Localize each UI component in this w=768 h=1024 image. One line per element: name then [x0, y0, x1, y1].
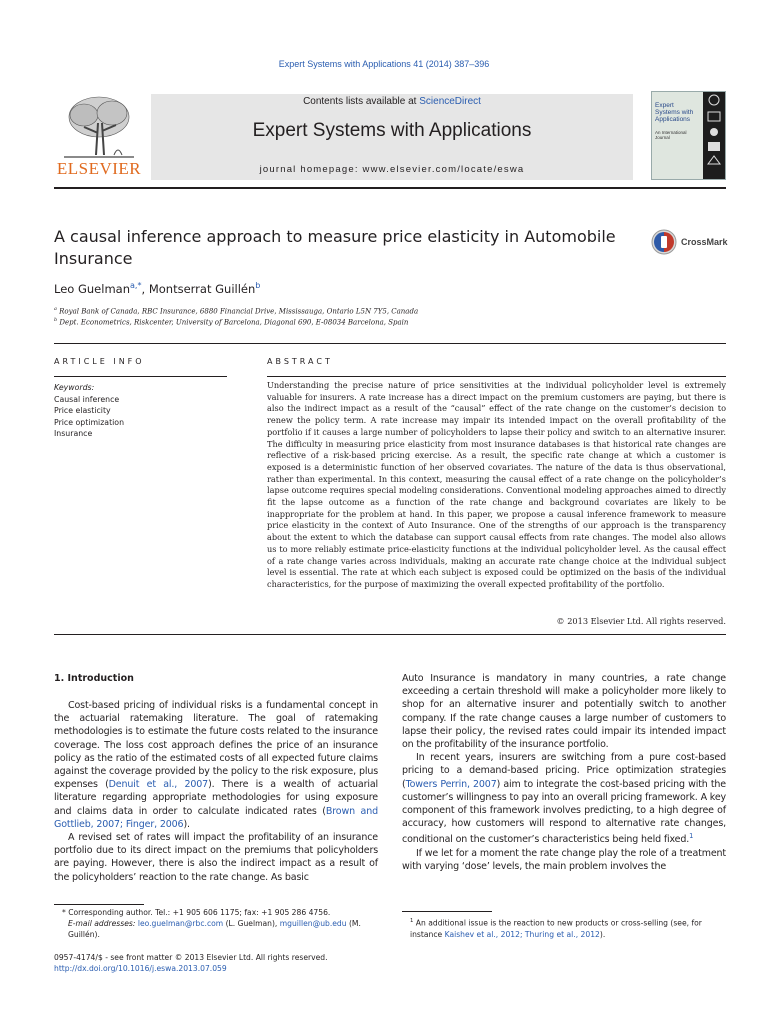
contents-line [151, 96, 633, 107]
abstract-copyright: © 2013 Elsevier Ltd. All rights reserved. [556, 616, 726, 626]
journal-title: Expert Systems with Applications [252, 120, 532, 141]
affiliation-text: Dept. Econometrics, Riskcenter, University of Barcelona, Diagonal 690, E-08034 Barcelona, Spain [59, 318, 409, 327]
citation-link[interactable]: Brown and Gottlieb, 2007; Finger, 2006 [54, 805, 378, 830]
email-line [54, 918, 378, 940]
info-heading-rule [54, 376, 227, 377]
paragraph: Auto Insurance is mandatory in many countries, a rate change exceeding a certain threshold will make a policyholder more likely to shop for an alternative insurer and potentially switch to another company. If the rate change causes a large number of customers to lapse their policy, the revised rates could impair its intended impact on the profitability of the insurance portfolio. [402, 673, 726, 751]
cover-subtitle: An International Journal [655, 130, 687, 140]
footnote-text: An additional issue is the reaction to new products or cross-selling (see, for instance [410, 918, 702, 939]
journal-citation[interactable]: Expert Systems with Applications 41 (2014) 387–396 [278, 59, 490, 69]
crossmark-badge[interactable] [651, 229, 731, 259]
footnote-rule-left [54, 904, 144, 905]
abstract-bottom-rule [54, 634, 726, 635]
header-rule [54, 187, 726, 189]
footnote-marker[interactable]: 1 [689, 832, 694, 841]
contents-prefix: Contents lists available at [303, 96, 420, 107]
cover-title: Expert Systems with Applications [655, 102, 694, 123]
keyword: Price elasticity [54, 406, 111, 415]
elsevier-logo [54, 93, 144, 181]
abstract-heading-rule [267, 376, 726, 377]
crossmark-label: CrossMark [681, 237, 728, 247]
footnote-line [54, 907, 378, 918]
footnote-marker: 1 [410, 918, 414, 924]
doi-link-text[interactable]: http://dx.doi.org/10.1016/j.eswa.2013.07.059 [54, 964, 227, 973]
paragraph: If we let for a moment the rate change play the role of a treatment with varying ‘dose’ levels, the main problem involves the [402, 847, 726, 872]
abstract-heading: ABSTRACT [267, 357, 333, 366]
article-title: A causal inference approach to measure price elasticity in Automobile Insurance [54, 227, 616, 268]
section-heading-introduction: 1. Introduction [54, 673, 134, 684]
issn-line: 0957-4174/$ - see front matter © 2013 Elsevier Ltd. All rights reserved. [54, 953, 328, 962]
tree-icon [54, 93, 144, 161]
footnote-1 [402, 916, 726, 940]
paragraph: A revised set of rates will impact the profitability of an insurance portfolio due to its direct impact on the premiums that policyholders are paying. However, there is also the indirect impact as a result of the policyholders’ reaction to the rate change. As basic [54, 832, 378, 883]
affiliation-b [54, 317, 408, 326]
journal-cover [651, 91, 726, 180]
abstract-text: Understanding the precise nature of price sensitivities at the individual policyholder level is extremely valuable for insurers. A rate increase has a direct impact on the premium customers are paying, but there is also the indirect impact as a result of the “causal” effect of the rate change on the customer’s decision to renew the policy term. A rate increase may impair its intended impact on the overall profitability of the portfolio if it causes a large number of policyholders to lapse their policy and switch to an alternative insurer. The difficulty in measuring price elasticity from most insurance databases is that historical rate changes are reflective of a risk-based pricing exercise. As a result, the specific rate change at which a customer is exposed is a deterministic function of her observed covariates. The nature of the data is thus observational, rather than experimental. In this context, measuring the causal effect of a rate change on the policyholder’s lapse outcome requires special modeling considerations. Conventional modeling approaches aimed to directly fit the lapse outcome as a function of the rate change and background covariates are likely to be inappropriate for the problem at hand. In this paper, we propose a causal inference framework to measure price elasticity in the context of Auto Insurance. One of the strengths of our approach is the transparency about the extent to which the database can support causal effects from rate changes. The model also allows us to more reliably estimate price-elasticity functions at the individual policyholder level. As the causal effect of a rate change varies across individuals, making an accurate rate change choice at the individual subject level is essential. The rate at which each subject is exposed could be optimized on the basis of the individual characteristics, for the purpose of maximizing the overall expected profitability of the portfolio. [267, 380, 726, 589]
citation-link[interactable]: Denuit et al., 2007 [108, 779, 209, 791]
citation-link[interactable]: Towers Perrin, 2007 [405, 778, 497, 790]
article-info-heading: ARTICLE INFO [54, 357, 145, 366]
crossmark-icon [651, 229, 677, 255]
author-affil-link[interactable]: a, [129, 281, 138, 290]
affiliation-marker: a [54, 306, 57, 312]
paragraph-text: ) aim to integrate the cost-based pricing with the customer’s willingness to pay into an overall pricing framework. A key component of this framework involves predicting, to a high degree of accuracy, how customers will respond to alternative rate changes, conditional on the customer’s characteristics being held fixed. [402, 778, 726, 846]
keyword: Causal inference [54, 394, 120, 404]
elsevier-wordmark: ELSEVIER [56, 159, 142, 178]
cover-sidebar [703, 92, 725, 179]
footnote-text: (M. Guillén). [68, 919, 361, 939]
corresponding-author-note [54, 907, 378, 940]
footnote-text: Corresponding author. Tel.: +1 905 606 1175; fax: +1 905 286 4756. [65, 908, 331, 917]
email-link[interactable]: leo.guelman@rbc.com [137, 919, 224, 928]
email-link[interactable]: mguillen@ub.edu [279, 919, 347, 928]
keyword: Insurance [54, 429, 93, 438]
sciencedirect-link[interactable]: ScienceDirect [419, 96, 481, 107]
footnote-text: ). [599, 929, 606, 939]
affiliation-marker: b [54, 317, 58, 323]
footnote-marker: * [62, 908, 66, 917]
email-label: E-mail addresses: [68, 919, 138, 928]
cover-icons [703, 92, 725, 179]
journal-masthead [151, 94, 633, 180]
footnote-text: (L. Guelman), [223, 919, 280, 928]
footnote-line [402, 916, 726, 940]
journal-homepage[interactable]: journal homepage: www.elsevier.com/locate/eswa [259, 164, 525, 175]
doi-link[interactable] [54, 963, 454, 974]
keyword: Price optimization [54, 417, 125, 427]
paragraph-text: ). There is a wealth of actuarial literature regarding appropriate methodologies for using exposure and claims data in order to calculate indicated rates ( [54, 779, 378, 817]
author-separator: , [141, 281, 149, 296]
body-column-right [402, 672, 726, 873]
affiliation-text: Royal Bank of Canada, RBC Insurance, 6880 Financial Drive, Mississauga, Ontario L5N 7Y5, Canada [59, 307, 419, 316]
paragraph [402, 751, 726, 847]
citation-link[interactable]: Kaishev et al., 2012; Thuring et al., 2012 [444, 929, 600, 939]
keywords-label: Keywords: [54, 383, 95, 392]
paragraph-text: ). [183, 818, 190, 830]
paragraph [54, 699, 378, 831]
body-column-left [54, 699, 378, 884]
keywords-block [54, 382, 124, 440]
paragraph-text: Cost-based pricing of individual risks is a fundamental concept in the actuarial ratemaking literature. The goal of ratemaking methodologies is to estimate the future costs related to the insurance coverage. The loss cost approach defines the price of an insurance policy as the ratio of the estimated costs of all expected future claims against the coverage provided by the policy to the risk exposure, plus expenses ( [54, 700, 378, 791]
footnote-rule-right [402, 911, 492, 912]
author-list [54, 281, 260, 296]
author-name: Leo Guelman [54, 281, 130, 296]
corresponding-author-link[interactable]: * [137, 281, 142, 290]
author-name: Montserrat Guillén [148, 281, 256, 296]
info-top-rule [54, 343, 726, 344]
affiliation-a [54, 306, 418, 315]
author-affil-link[interactable]: b [255, 281, 261, 290]
paragraph-text: In recent years, insurers are switching from a pure cost-based pricing to a demand-based pricing. Price optimization strategies ( [402, 752, 726, 790]
